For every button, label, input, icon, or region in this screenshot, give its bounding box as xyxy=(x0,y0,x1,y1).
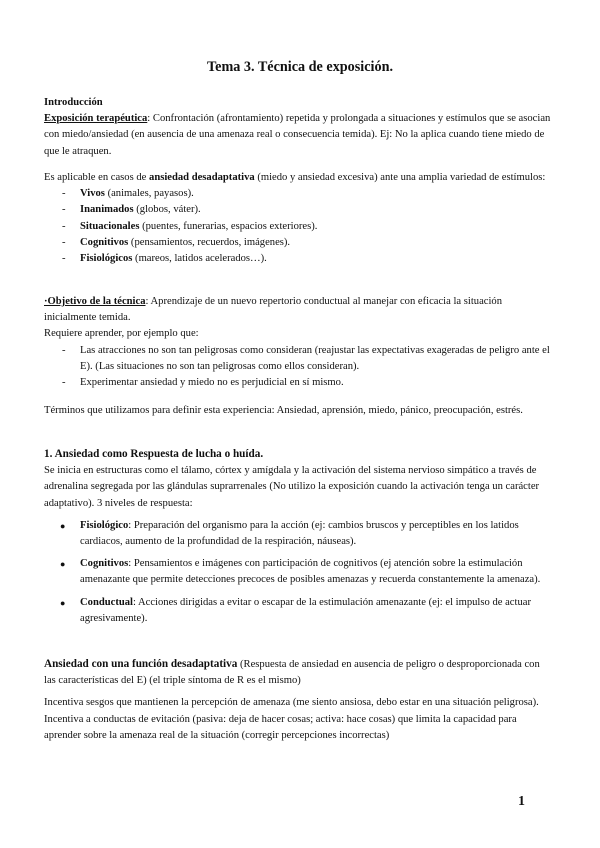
section-2-paragraph: Incentiva sesgos que mantienen la percepción de amenaza (me siento ansiosa, debo estar en una situación peligrosa). xyxy=(44,697,539,709)
applicable-section xyxy=(44,170,554,267)
list-item: ● Cognitivos: Pensamientos e imágenes con participación de cognitivos (ej atención sobre la estimulación amenazante que permite detecciones precoces de posibles amenazas y recuerda constantemente la amenaza). xyxy=(44,556,554,588)
page-title: Tema 3. Técnica de exposición. xyxy=(206,59,393,75)
intro-heading: Introducción xyxy=(44,97,103,108)
list-item: ● Conductual: Acciones dirigidas a evitar o escapar de la estimulación amenazante (ej: el impulso de actuar agresivamente). xyxy=(44,595,554,627)
list-item: - Situacionales (puentes, funerarias, espacios exteriores). xyxy=(44,219,554,235)
section-2-intro: Ansiedad con una función desadaptativa (Respuesta de ansiedad en ausencia de peligro o desproporcionada con las características del E) (el triple síntoma de R es el mismo) xyxy=(44,658,540,687)
section-2-paragraph: Incentiva a conductas de evitación (pasiva: deja de hacer cosas; activa: hace cosas) que limita la capacidad para aprender sobre la amenaza real de la situación (corregir percepciones incorrectas) xyxy=(44,713,517,741)
objective-paragraph: ·Objetivo de la técnica: Aprendizaje de un nuevo repertorio conductual al manejar con eficacia la situación inicialmente temida. xyxy=(44,296,503,324)
list-item: - Fisiológicos (mareos, latidos acelerados…). xyxy=(44,251,554,267)
list-item: - Cognitivos (pensamientos, recuerdos, imágenes). xyxy=(44,235,554,251)
section-1 xyxy=(44,446,554,633)
objective-term: ·Objetivo de la técnica xyxy=(44,296,146,307)
section-heading: 1. Ansiedad como Respuesta de lucha o huída. xyxy=(44,448,264,460)
stimuli-list xyxy=(44,186,554,267)
intro-section xyxy=(44,95,554,160)
list-item: - Experimentar ansiedad y miedo no es perjudicial en sí mismo. xyxy=(44,375,554,391)
section-text: Se inicia en estructuras como el tálamo, córtex y amígdala y la activación del sistema nervioso simpático a través de adrenalina segregada por las glándulas suprarrenales (No utilizo la exposición cuando la activación tenga un carácter adaptativo). 3 niveles de respuesta: xyxy=(44,465,540,509)
intro-definition xyxy=(44,111,554,160)
definition-term: Exposición terapéutica xyxy=(44,113,148,125)
response-levels-list xyxy=(44,518,554,627)
objective-section xyxy=(44,294,554,391)
list-item: - Las atracciones no son tan peligrosas como consideran (reajustar las expectativas exageradas de peligro ante el E). (Las situaciones no son tan peligrosas como ellos consideran). xyxy=(44,343,554,375)
section-2 xyxy=(44,656,554,744)
list-item: - Vivos (animales, payasos). xyxy=(44,186,554,202)
list-item: ● Fisiológico: Preparación del organismo para la acción (ej: cambios bruscos y perceptibles en los latidos cardiacos, aumento de la profundidad de la respiración, náuseas). xyxy=(44,518,554,550)
objective-list xyxy=(44,343,554,392)
terms-paragraph: Términos que utilizamos para definir esta experiencia: Ansiedad, aprensión, miedo, pánico, preocupación, estrés. xyxy=(44,405,523,416)
section-2-heading: Ansiedad con una función desadaptativa xyxy=(44,658,238,670)
applicable-intro: Es aplicable en casos de ansiedad desadaptativa (miedo y ansiedad excesiva) ante una amplia variedad de estímulos: xyxy=(44,172,546,183)
requires-text: Requiere aprender, por ejemplo que: xyxy=(44,328,199,340)
definition-text: : Confrontación (afrontamiento) repetida y prolongada a situaciones y estímulos que se asocian con miedo/ansiedad (en ausencia de una amenaza real o consecuencia temida). Ej: No la aplica cuando tiene miedo de que le atraquen. xyxy=(44,113,551,157)
page-number: 1 xyxy=(518,794,525,809)
list-item: - Inanimados (globos, váter). xyxy=(44,202,554,218)
